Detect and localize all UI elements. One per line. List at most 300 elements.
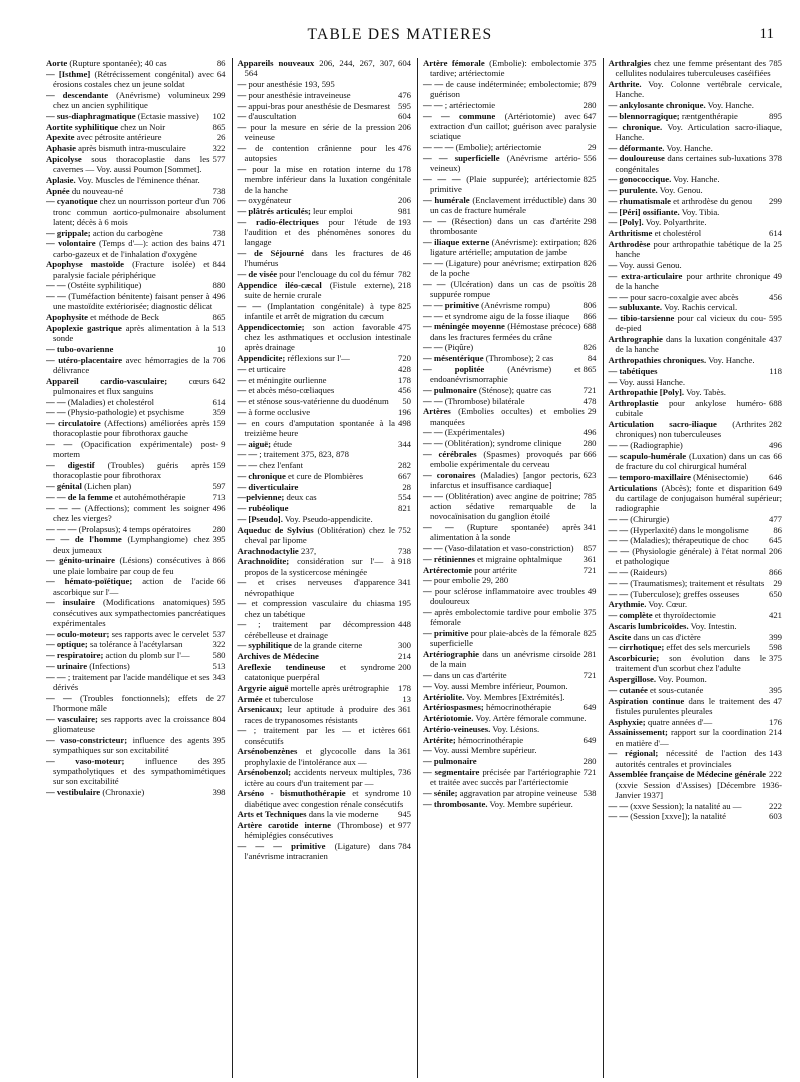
index-entry: [609, 122, 783, 143]
entry-text: ses rapports avec le cervelet: [111, 628, 210, 639]
entry-heading: Arsénobenzol;: [237, 767, 292, 778]
entry-heading: Archives de Médecine: [237, 651, 319, 661]
entry-heading: — hémato-poïétique;: [46, 576, 133, 587]
index-entry: [609, 366, 783, 376]
index-entry: [609, 196, 783, 206]
entry-text: et compression vasculaire du chiasma chez un tabétique: [244, 598, 395, 619]
entry-heading: Aphasie: [46, 143, 76, 153]
entry-heading: — génital: [46, 481, 82, 491]
entry-text: (Oblitération) chez le cheval par lipome: [244, 524, 395, 545]
index-entry: [609, 174, 783, 184]
entry-heading: — subluxante.: [608, 302, 663, 313]
entry-page-ref: 666: [583, 448, 597, 459]
entry-page-ref: 178: [397, 164, 411, 174]
index-entry: [609, 514, 783, 524]
index-entry: [238, 619, 412, 640]
entry-heading: — —: [608, 535, 629, 546]
entry-page-ref: 721: [583, 670, 597, 680]
index-entry: [238, 385, 412, 395]
entry-page-ref: 865: [212, 121, 226, 132]
entry-heading: Arthrodèse: [608, 238, 651, 249]
index-entry: [238, 662, 412, 683]
entry-text: (Radiographie): [630, 440, 683, 450]
entry-page-ref: 738: [397, 545, 411, 556]
entry-text: et méningite ourlienne: [248, 374, 327, 385]
entry-heading: — — — primitive: [237, 841, 326, 851]
entry-heading: — segmentaire: [423, 766, 480, 777]
index-entry: [423, 449, 597, 470]
entry-page-ref: 428: [397, 363, 411, 374]
entry-page-ref: 865: [212, 312, 226, 322]
entry-heading: Arthrite.: [608, 79, 642, 89]
index-entry: [423, 438, 597, 448]
index-entry: [609, 100, 783, 110]
index-entry: [609, 525, 783, 535]
index-entry: [609, 302, 783, 312]
entry-text: (Artériotomie) avec extraction d'un caillot; guérison avec paralysie sciatique: [430, 110, 597, 142]
entry-heading: Appendicite;: [237, 353, 286, 363]
index-entry: [609, 387, 783, 397]
entry-heading: Artériolite.: [423, 691, 465, 702]
entry-text: chez l'enfant: [259, 460, 303, 470]
entry-text: (Affections); comment les soigner chez les vierges?: [53, 502, 210, 523]
index-entry: [609, 599, 783, 609]
entry-heading: Articulations: [608, 482, 658, 493]
entry-heading: — grippale;: [46, 227, 91, 238]
entry-text: et syndrome aigu de la fosse iliaque: [444, 310, 570, 321]
entry-heading: — optique;: [46, 639, 88, 650]
entry-page-ref: 86: [773, 524, 782, 535]
entry-page-ref: 595: [768, 313, 782, 323]
index-entry: [609, 653, 783, 674]
entry-page-ref: 918: [397, 556, 411, 567]
entry-page-ref: 821: [397, 503, 411, 513]
entry-heading: — temporo-maxillaire: [608, 471, 691, 482]
entry-heading: Apophyse mastoïde: [46, 259, 125, 270]
entry-heading: —: [237, 164, 247, 174]
index-entry: [46, 661, 226, 671]
entry-text: influence des agents sympathiques sur son excitabilité: [53, 734, 210, 755]
entry-heading: Arts et Techniques: [237, 809, 307, 820]
entry-heading: — volontaire: [46, 238, 96, 249]
entry-text: sous thoracoplastie dans les cavernes — Voy. aussi Poumon [Sommet].: [53, 153, 210, 174]
entry-heading: — —: [46, 396, 66, 407]
entry-heading: — —: [46, 692, 72, 703]
index-entry: [609, 260, 783, 270]
entry-heading: — plâtrés articulés;: [237, 206, 311, 216]
entry-text: (Maladies) et cholestérol: [67, 396, 155, 407]
entry-text: (Oblitération) avec angine de poitrine; action sédative remarquable de la novocaïnisation du ganglion étoilé: [430, 490, 597, 522]
index-entry: [238, 841, 412, 862]
entry-page-ref: 343: [212, 671, 226, 682]
entry-page-ref: 623: [583, 469, 597, 480]
entry-text: (Lésions) consécutives à une plaie lombaire par coup de feu: [53, 555, 210, 576]
entry-text: (Lichen plan): [84, 481, 132, 491]
entry-heading: Armée: [237, 693, 263, 704]
entry-page-ref: 300: [397, 640, 411, 651]
page-title: TABLE DES MATIERES: [307, 26, 493, 43]
entry-text: après alimentation à la sonde: [53, 322, 210, 343]
index-entry: [238, 809, 412, 819]
index-entry: [609, 546, 783, 567]
index-entry: [238, 460, 412, 470]
entry-text: Voy. Membre supérieur.: [489, 798, 573, 809]
entry-text: action du carbogène: [92, 227, 163, 238]
entry-page-ref: 29: [773, 577, 782, 588]
entry-heading: — régional;: [608, 748, 659, 759]
index-entry: [238, 248, 412, 269]
entry-heading: — aiguë;: [237, 438, 272, 449]
index-entry: [423, 745, 597, 755]
entry-page-ref: 395: [212, 534, 226, 545]
entry-heading: Artério-veineuses.: [423, 723, 491, 734]
entry-heading: — iliaque externe: [423, 236, 490, 247]
index-entry: [609, 610, 783, 620]
entry-page-ref: 721: [583, 766, 597, 777]
entry-page-ref: 375: [768, 653, 782, 663]
entry-heading: — —: [423, 342, 443, 353]
entry-page-ref: 361: [397, 746, 411, 757]
index-entry: [238, 375, 412, 385]
index-entry: [46, 90, 226, 111]
entry-heading: — — —: [46, 502, 81, 513]
entry-page-ref: 280: [583, 438, 597, 448]
index-entry: [423, 756, 597, 766]
entry-page-ref: 706: [212, 196, 226, 207]
index-entry: [609, 153, 783, 174]
entry-heading: — —: [423, 100, 443, 110]
entry-page-ref: 456: [397, 385, 411, 396]
entry-page-ref: 64: [216, 68, 226, 79]
entry-heading: —: [237, 385, 247, 396]
entry-heading: —: [423, 745, 432, 756]
entry-text: et méthode de Beck: [90, 312, 159, 322]
entry-page-ref: 513: [212, 322, 226, 333]
index-entry: [238, 407, 412, 417]
index-entry: [46, 787, 226, 797]
index-entry: [609, 79, 783, 100]
entry-text: Voy. Hanche.: [666, 142, 713, 153]
index-entry: [609, 451, 783, 472]
entry-page-ref: 496: [212, 502, 226, 513]
entry-heading: Arséno - bismuthothérapie: [237, 788, 346, 799]
entry-heading: — —: [608, 546, 630, 556]
entry-page-ref: 282: [768, 419, 782, 429]
entry-page-ref: 667: [397, 470, 411, 481]
entry-text: Voy. Artère fémorale commune.: [475, 713, 587, 723]
index-entry: [46, 597, 226, 628]
entry-page-ref: 826: [583, 257, 597, 268]
index-entry: [46, 376, 226, 397]
entry-heading: Aorte: [46, 58, 68, 68]
entry-page-ref: 688: [768, 398, 782, 408]
entry-text: dans un cas d'ictère: [633, 631, 701, 642]
entry-heading: — — —: [423, 173, 461, 184]
entry-text: cœurs pulmonaires et flux sanguins: [53, 375, 210, 396]
entry-text: oxygénateur: [248, 195, 292, 206]
entry-heading: —: [423, 670, 432, 680]
entry-page-ref: 214: [768, 727, 782, 738]
entry-heading: Aspiration continue: [608, 695, 685, 706]
index-entry: [238, 111, 412, 121]
index-entry: [609, 811, 783, 821]
entry-text: Voy. Hanche.: [707, 100, 754, 110]
entry-page-ref: 784: [397, 841, 411, 851]
index-entry: [46, 534, 226, 555]
index-entry: [46, 323, 226, 344]
entry-heading: — gonococcique.: [608, 174, 672, 185]
index-column-2: [232, 58, 418, 1078]
entry-heading: Apicolyse: [46, 153, 82, 164]
index-entry: [46, 228, 226, 238]
entry-heading: — sus-diaphragmatique: [46, 110, 136, 121]
entry-heading: — —: [46, 439, 73, 449]
entry-text: Voy. Genou.: [659, 185, 703, 195]
entry-text: (Piqûre): [444, 342, 474, 353]
entry-heading: — —: [608, 513, 629, 524]
entry-text: ; artériectomie: [444, 100, 496, 110]
entry-heading: — oculo-moteur;: [46, 628, 110, 639]
entry-page-ref: 399: [768, 631, 782, 642]
entry-heading: — [Isthme]: [46, 68, 91, 79]
entry-page-ref: 9: [221, 439, 226, 449]
entry-text: (Expérimentales): [444, 427, 505, 438]
entry-page-ref: 597: [212, 481, 226, 491]
entry-text: (Ligature) pour anévrisme; extirpation de la poche: [430, 257, 581, 278]
index-entry: [423, 470, 597, 491]
entry-heading: Aplasie.: [46, 174, 76, 185]
entry-heading: — — de l'homme: [46, 534, 122, 545]
entry-heading: — tabétiques: [608, 365, 658, 376]
index-entry: [238, 704, 412, 725]
entry-text: (Luxation) dans un cas de fracture du col chirurgical huméral: [615, 450, 771, 471]
entry-heading: — pulmonaire: [423, 756, 477, 766]
entry-page-ref: 280: [212, 523, 226, 534]
entry-heading: — radio-électriques: [237, 216, 319, 227]
entry-text: (Hyperlaxité) dans le mongolisme: [630, 524, 749, 535]
entry-text: nécessité de l'action des autorités centrales et provinciales: [615, 748, 766, 769]
entry-text: (Tuberculose); greffes osseuses: [630, 588, 740, 599]
index-entry: [238, 546, 412, 556]
entry-heading: —: [423, 586, 432, 596]
entry-text: son évolution dans le traitement d'un scorbut chez l'adulte: [615, 653, 766, 674]
index-entry: [609, 111, 783, 121]
index-entry: [609, 578, 783, 588]
index-entry: [423, 565, 597, 575]
entry-text: (Physio-pathologie) et psychisme: [67, 407, 185, 418]
entry-text: ; traitement 375, 823, 878: [259, 449, 349, 460]
entry-text: dans la luxation congénitale de la hanche: [615, 334, 766, 355]
entry-heading: — de Séjourné: [237, 248, 304, 258]
entry-page-ref: 29: [587, 406, 597, 417]
entry-page-ref: 222: [768, 800, 782, 811]
entry-text: et glycocolle dans la prophylaxie de l'intolérance aux —: [244, 746, 395, 767]
entry-text: (Vaso-dilatation et vaso-constriction): [444, 543, 574, 553]
entry-heading: —: [237, 406, 247, 417]
entry-text: (Embolie); artériectomie: [455, 142, 542, 152]
entry-text: (Prolapsus); 4 temps opératoires: [78, 523, 191, 534]
index-entry: [46, 238, 226, 259]
entry-text: (Maladies) [angor pectoris, infarctus et insuffisance cardiaque]: [430, 469, 581, 490]
entry-heading: —: [237, 396, 247, 406]
index-entry: [609, 355, 783, 365]
entry-text: et sténose sous-vatérienne du duodénum: [248, 396, 389, 406]
entry-page-ref: 614: [212, 396, 226, 407]
entry-text: pour l'enclouage du col du fémur: [279, 269, 394, 279]
entry-text: et crises nerveuses d'apparence névropathique: [244, 577, 395, 598]
entry-text: pour anesthésie 193, 595: [248, 79, 335, 89]
index-entry: [46, 650, 226, 660]
entry-heading: Arthropathies chroniques.: [608, 355, 707, 365]
index-entry: [46, 481, 226, 491]
index-entry: [46, 291, 226, 312]
entry-text: Voy. Muscles de l'éminence thénar.: [77, 174, 200, 185]
entry-page-ref: 395: [768, 684, 782, 695]
entry-text: 206, 244, 267, 307, 564: [244, 58, 395, 79]
entry-text: hémocrinothérapie: [457, 734, 524, 745]
entry-heading: —: [237, 598, 247, 609]
index-entry: [46, 132, 226, 142]
entry-heading: Asphyxie;: [608, 716, 646, 727]
entry-heading: —: [237, 374, 247, 385]
entry-heading: — —: [423, 257, 444, 268]
entry-heading: — rubéolique: [237, 503, 289, 513]
index-entry: [46, 756, 226, 787]
entry-page-ref: 28: [402, 481, 411, 492]
index-entry: [238, 492, 412, 502]
entry-page-ref: 650: [768, 588, 782, 599]
entry-text: ses rapports avec la croissance gliomateuse: [53, 713, 210, 734]
entry-page-ref: 280: [583, 100, 597, 110]
entry-heading: — pulmonaire: [423, 384, 477, 395]
entry-page-ref: 359: [212, 407, 226, 418]
entry-text: (Implantation congénitale) à type infantile et arrêt de migration du cæcum: [244, 300, 395, 321]
index-entry: [238, 164, 412, 195]
index-entry: [423, 713, 597, 723]
entry-heading: —: [237, 111, 247, 122]
entry-heading: Artériotomie.: [423, 713, 474, 723]
entry-page-ref: 537: [212, 628, 226, 639]
entry-text: pour la mise en rotation interne du membre inférieur dans la luxation congénitale de la hanche: [244, 164, 411, 195]
entry-page-ref: 782: [397, 269, 411, 279]
entry-page-ref: 785: [583, 490, 597, 501]
entry-page-ref: 195: [397, 598, 411, 609]
entry-heading: — [Poly].: [608, 217, 644, 228]
entry-heading: — —: [608, 800, 629, 811]
entry-page-ref: 738: [212, 185, 226, 196]
entry-page-ref: 721: [583, 564, 597, 575]
entry-text: ; traitement par décompression cérébelleuse et drainage: [244, 619, 395, 640]
entry-page-ref: 206: [397, 195, 411, 206]
entry-heading: Apexite: [46, 132, 75, 143]
entry-text: action du plomb sur l'—: [105, 650, 190, 660]
entry-page-ref: 476: [397, 143, 411, 153]
index-entry: [46, 344, 226, 354]
entry-page-ref: 159: [212, 460, 226, 470]
index-entry: [238, 525, 412, 546]
entry-heading: Aqueduc de Sylvius: [237, 524, 314, 535]
index-entry: [46, 58, 226, 68]
entry-text: (Traumatismes); traitement et résultats: [630, 577, 765, 588]
index-entry: [609, 271, 783, 292]
index-entry: [423, 681, 597, 691]
entry-heading: — —: [423, 79, 444, 89]
entry-heading: — —: [608, 567, 629, 577]
index-entry: [609, 642, 783, 652]
entry-heading: — cérébrales: [423, 448, 477, 459]
entry-heading: — —: [423, 395, 443, 406]
entry-text: et autohémothérapie: [114, 491, 186, 502]
page-number: 11: [759, 26, 774, 42]
index-entry: [46, 714, 226, 735]
entry-page-ref: 825: [583, 628, 597, 638]
entry-text: (xxve Session); la natalité au —: [630, 800, 742, 811]
entry-page-ref: 322: [212, 639, 226, 650]
entry-heading: — —: [423, 427, 443, 438]
entry-page-ref: 280: [583, 756, 597, 766]
entry-page-ref: 977: [397, 820, 411, 830]
index-entry: [238, 788, 412, 809]
index-entry: [609, 185, 783, 195]
index-entry: [609, 567, 783, 577]
entry-page-ref: 66: [773, 450, 782, 461]
entry-page-ref: 721: [583, 384, 597, 395]
entry-heading: — coronaires: [423, 469, 476, 480]
entry-text: Voy. Colonne vertébrale cervicale, Hanche.: [615, 79, 782, 100]
entry-heading: — —: [46, 280, 66, 291]
entry-page-ref: 866: [212, 555, 226, 566]
entry-heading: — digestif: [46, 460, 95, 470]
index-entry: [238, 217, 412, 248]
index-entry: [423, 788, 597, 798]
entry-heading: —: [237, 89, 247, 100]
entry-text: leur aptitude à produire des races de trypanosomes résistants: [244, 704, 395, 725]
entry-page-ref: 178: [397, 682, 411, 693]
entry-page-ref: 143: [768, 748, 782, 759]
entry-page-ref: 29: [587, 142, 597, 152]
entry-text: et cure de Plombières: [288, 470, 364, 481]
entry-page-ref: 554: [397, 492, 411, 503]
index-entry: [609, 535, 783, 545]
entry-page-ref: 448: [397, 619, 411, 630]
entry-page-ref: 298: [583, 215, 597, 226]
index-entry: [423, 586, 597, 607]
entry-page-ref: 598: [768, 642, 782, 653]
entry-page-ref: 649: [768, 482, 782, 493]
entry-page-ref: 706: [212, 354, 226, 365]
entry-text: 237,: [300, 545, 317, 556]
entry-heading: Areflexie tendineuse: [237, 661, 326, 672]
entry-text: et sous-cutanée: [650, 684, 704, 695]
index-entry: [238, 683, 412, 693]
entry-heading: — —: [608, 577, 629, 588]
entry-heading: — —: [423, 310, 443, 321]
entry-text: hémocrinothérapie: [485, 702, 552, 713]
entry-text: deux cas: [286, 492, 317, 503]
entry-heading: — diverticulaire: [237, 481, 299, 492]
entry-text: (Lymphangiome) chez deux jumeaux: [53, 534, 210, 555]
entry-page-ref: 804: [212, 713, 226, 724]
entry-page-ref: 49: [587, 586, 597, 596]
entry-heading: — déformante.: [608, 142, 665, 153]
entry-text: quatre années d'—: [647, 716, 713, 727]
entry-heading: Apnée: [46, 185, 70, 196]
entry-text: Voy. Polyarthrite.: [645, 217, 707, 228]
index-entry: [609, 292, 783, 302]
entry-page-ref: 375: [583, 607, 597, 617]
entry-page-ref: 118: [769, 365, 782, 376]
entry-text: chez une femme présentant des cellulites nodulaires tuberculeuses caséifiées: [615, 58, 771, 79]
